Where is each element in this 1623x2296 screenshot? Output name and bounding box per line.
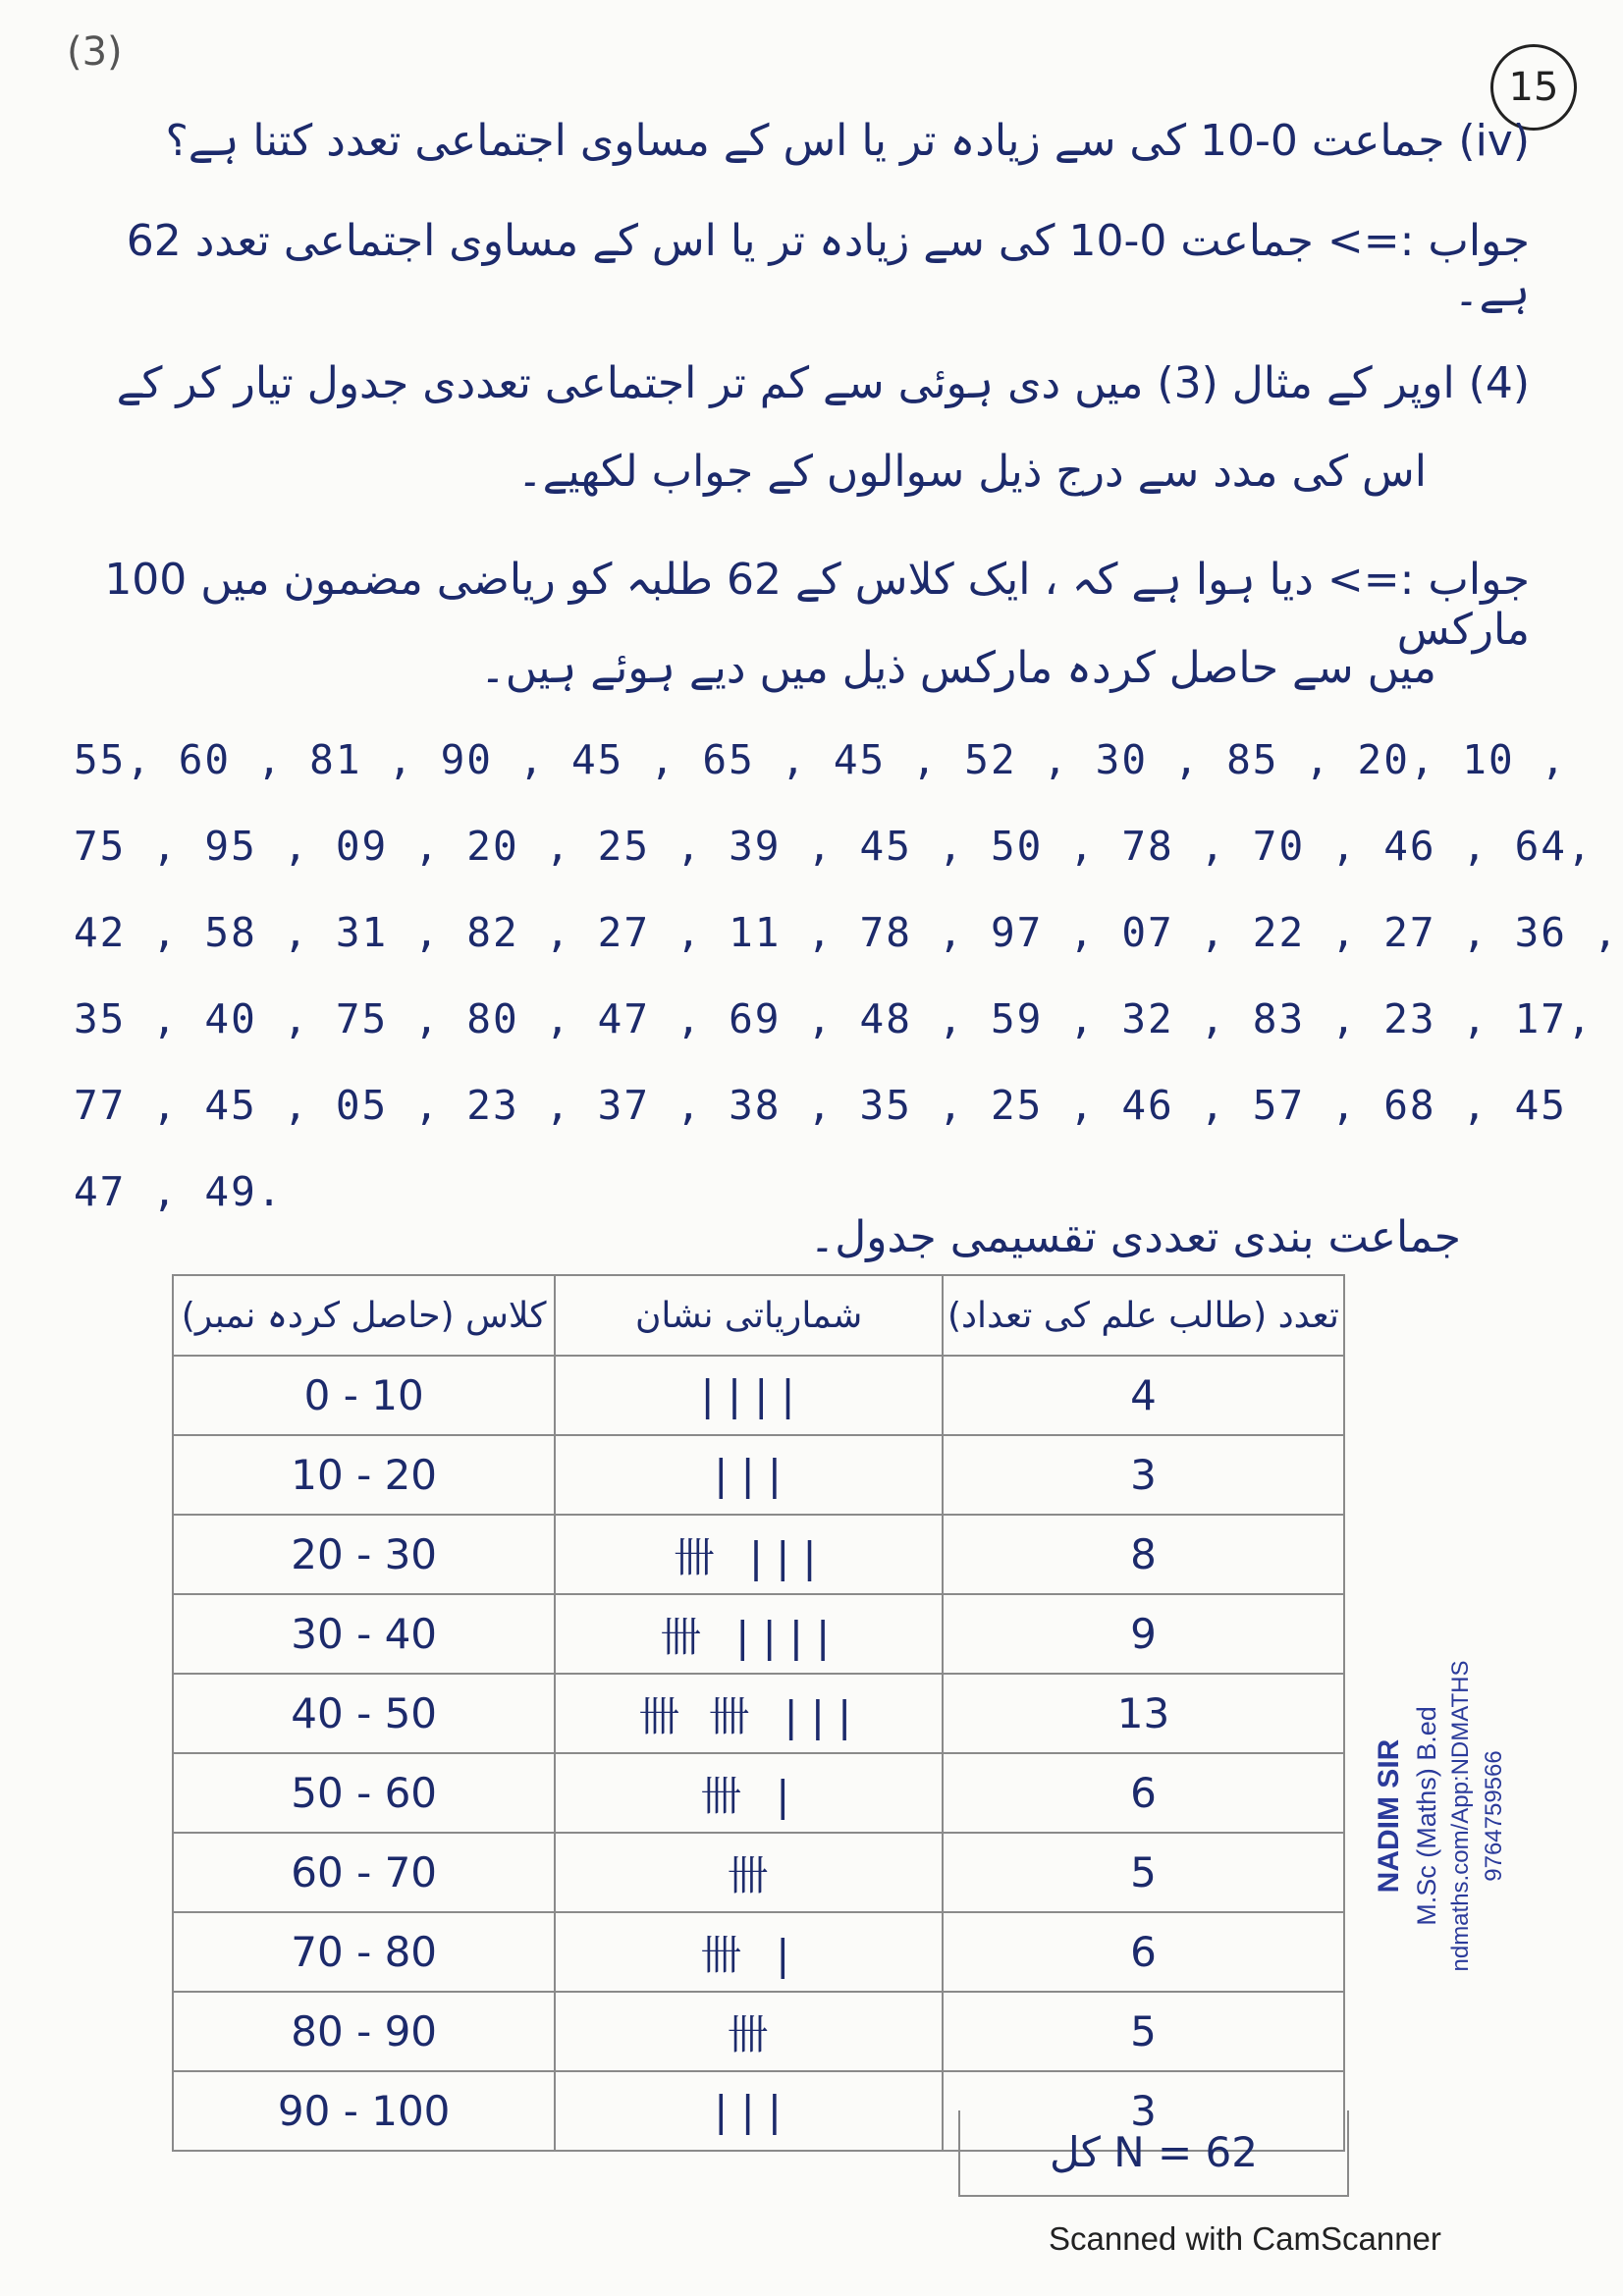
tally-cell: 卌 | [555, 1912, 943, 1992]
table-row [173, 1674, 1344, 1753]
table-row [173, 1594, 1344, 1674]
scanner-footer: Scanned with CamScanner [1049, 2220, 1441, 2257]
frequency-cell: 5 [943, 1992, 1344, 2071]
stamp-name: NADIM SIR [1373, 1738, 1405, 1894]
table-header-row [173, 1275, 1344, 1356]
tally-cell: 卌 [555, 1992, 943, 2071]
table-row [173, 1992, 1344, 2071]
stamp-degree: M.Sc (Maths) B.ed [1412, 1706, 1441, 1926]
class-cell: 90 - 100 [173, 2071, 555, 2151]
table-row [173, 1833, 1344, 1912]
total-frequency: کل N = 62 [958, 2110, 1349, 2197]
frequency-cell: 6 [943, 1912, 1344, 1992]
question-4-line2: اس کی مدد سے درج ذیل سوالوں کے جواب لکھیے۔ [516, 447, 1427, 497]
header-class: کلاس (حاصل کردہ نمبر) [173, 1275, 555, 1356]
tally-cell: 卌 卌 ||| [555, 1674, 943, 1753]
frequency-table [172, 1274, 1345, 2152]
class-cell: 0 - 10 [173, 1356, 555, 1435]
class-cell: 60 - 70 [173, 1833, 555, 1912]
page-number: 15 [1490, 44, 1577, 131]
frequency-cell: 5 [943, 1833, 1344, 1912]
question-iv-answer: جواب :=> جماعت 0-10 کی سے زیادہ تر یا اس کے مساوی اجتماعی تعدد 62 ہے۔ [126, 216, 1530, 316]
table-row [173, 1356, 1344, 1435]
marks-row: 42 , 58 , 31 , 82 , 27 , 11 , 78 , 97 , 07 , 22 , 27 , 36 , [74, 909, 1620, 956]
marks-row: 35 , 40 , 75 , 80 , 47 , 69 , 48 , 59 , 32 , 83 , 23 , 17, [74, 995, 1594, 1042]
table-row [173, 1435, 1344, 1515]
question-4-line1: (4) اوپر کے مثال (3) میں دی ہوئی سے کم تر اجتماعی تعددی جدول تیار کر کے [116, 358, 1530, 408]
marks-row: 47 , 49. [74, 1168, 284, 1215]
corner-mark: (3) [67, 29, 123, 75]
header-frequency: تعدد (طالب علم کی تعداد) [943, 1275, 1344, 1356]
tally-cell: ||| [555, 2071, 943, 2151]
frequency-cell: 9 [943, 1594, 1344, 1674]
frequency-cell: 6 [943, 1753, 1344, 1833]
tally-cell: ||| [555, 1435, 943, 1515]
tally-cell: 卌 |||| [555, 1594, 943, 1674]
class-cell: 30 - 40 [173, 1594, 555, 1674]
class-cell: 70 - 80 [173, 1912, 555, 1992]
table-row [173, 1912, 1344, 1992]
table-row [173, 1753, 1344, 1833]
header-tally: شماریاتی نشان [555, 1275, 943, 1356]
table-row [173, 1515, 1344, 1594]
class-cell: 10 - 20 [173, 1435, 555, 1515]
marks-row: 77 , 45 , 05 , 23 , 37 , 38 , 35 , 25 , 46 , 57 , 68 , 45 [74, 1082, 1567, 1129]
stamp-phone: 9764759566 [1481, 1750, 1507, 1882]
author-stamp [1370, 1561, 1556, 2071]
stamp-app: ndmaths.com/App:NDMATHS [1447, 1660, 1474, 1972]
tally-cell: 卌 [555, 1833, 943, 1912]
question-iv-text: (iv) جماعت 0-10 کی سے زیادہ تر یا اس کے مساوی اجتماعی تعدد کتنا ہے؟ [165, 116, 1530, 166]
frequency-cell: 8 [943, 1515, 1344, 1594]
tally-cell: 卌 | [555, 1753, 943, 1833]
class-cell: 20 - 30 [173, 1515, 555, 1594]
marks-row: 75 , 95 , 09 , 20 , 25 , 39 , 45 , 50 , 78 , 70 , 46 , 64, [74, 823, 1594, 870]
answer-4-line2: میں سے حاصل کردہ مارکس ذیل میں دیے ہوئے ہیں۔ [479, 643, 1436, 693]
answer-4-line1: جواب :=> دیا ہوا ہے کہ ، ایک کلاس کے 62 طلبہ کو ریاضی مضمون میں 100 مارکس [104, 555, 1530, 655]
frequency-cell: 4 [943, 1356, 1344, 1435]
class-cell: 50 - 60 [173, 1753, 555, 1833]
class-cell: 80 - 90 [173, 1992, 555, 2071]
frequency-cell: 3 [943, 2071, 1344, 2151]
marks-row: 55, 60 , 81 , 90 , 45 , 65 , 45 , 52 , 30 , 85 , 20, 10 , [74, 736, 1567, 783]
tally-cell: |||| [555, 1356, 943, 1435]
frequency-cell: 13 [943, 1674, 1344, 1753]
tally-cell: 卌 ||| [555, 1515, 943, 1594]
table-title: جماعت بندی تعددی تقسیمی جدول۔ [809, 1212, 1461, 1262]
class-cell: 40 - 50 [173, 1674, 555, 1753]
frequency-cell: 3 [943, 1435, 1344, 1515]
marks-list [74, 736, 1620, 1255]
